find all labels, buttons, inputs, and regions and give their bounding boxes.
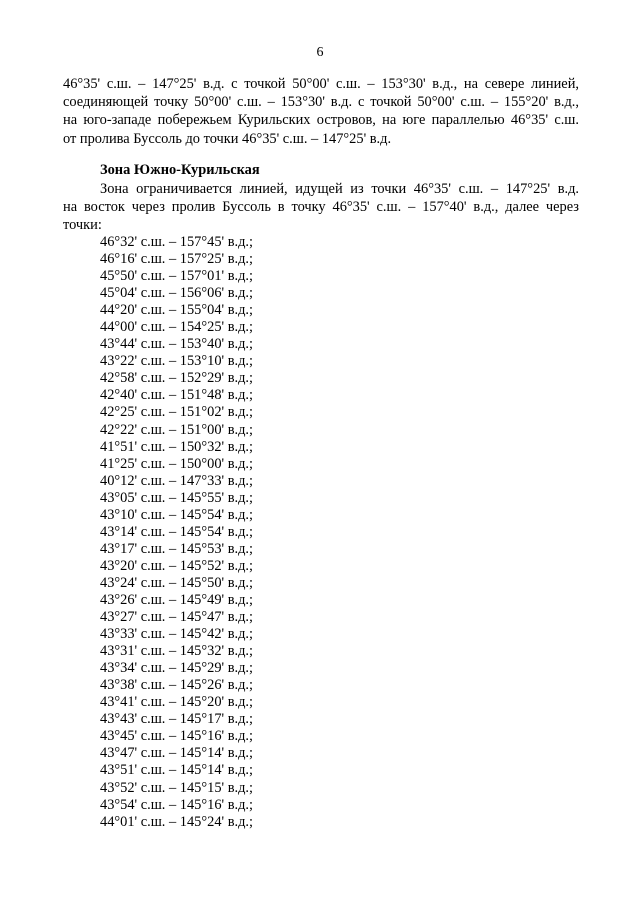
- coordinate-point: 43°52' с.ш. – 145°15' в.д.;: [100, 779, 254, 796]
- coordinate-point: 44°01' с.ш. – 145°24' в.д.;: [100, 813, 254, 830]
- coordinate-point: 43°34' с.ш. – 145°29' в.д.;: [100, 660, 254, 677]
- zone-description: [63, 180, 579, 235]
- coordinate-point: 42°58' с.ш. – 152°29' в.д.;: [100, 370, 254, 387]
- coordinate-point: 43°14' с.ш. – 145°54' в.д.;: [100, 523, 254, 540]
- intro-line: на юго-западе побережьем Курильских островов, на юге параллелью 46°35' с.ш.: [63, 112, 579, 129]
- coordinate-point: 40°12' с.ш. – 147°33' в.д.;: [100, 472, 254, 489]
- coordinate-point: 43°41' с.ш. – 145°20' в.д.;: [100, 694, 254, 711]
- coordinate-point: 43°27' с.ш. – 145°47' в.д.;: [100, 609, 254, 626]
- coordinate-point: 42°22' с.ш. – 151°00' в.д.;: [100, 421, 254, 438]
- coordinate-point: 44°00' с.ш. – 154°25' в.д.;: [100, 319, 254, 336]
- coordinate-point: 43°47' с.ш. – 145°14' в.д.;: [100, 745, 254, 762]
- coordinate-point: 45°50' с.ш. – 157°01' в.д.;: [100, 268, 254, 285]
- intro-paragraph: [63, 75, 579, 148]
- coordinate-point: 43°51' с.ш. – 145°14' в.д.;: [100, 762, 254, 779]
- zone-description-line: точки:: [63, 217, 102, 234]
- coordinate-point: 43°44' с.ш. – 153°40' в.д.;: [100, 336, 254, 353]
- coordinate-point: 42°25' с.ш. – 151°02' в.д.;: [100, 404, 254, 421]
- coordinate-point: 43°54' с.ш. – 145°16' в.д.;: [100, 796, 254, 813]
- zone-heading: Зона Южно-Курильская: [100, 162, 260, 178]
- zone-description-line: на восток через пролив Буссоль в точку 46°35' с.ш. – 157°40' в.д., далее через: [63, 199, 579, 216]
- coordinate-point: 46°32' с.ш. – 157°45' в.д.;: [100, 234, 254, 250]
- coordinate-point: 43°24' с.ш. – 145°50' в.д.;: [100, 574, 254, 591]
- coordinate-point: 41°25' с.ш. – 150°00' в.д.;: [100, 455, 254, 472]
- coordinate-point: 43°10' с.ш. – 145°54' в.д.;: [100, 506, 254, 523]
- intro-line: от пролива Буссоль до точки 46°35' с.ш. – 147°25' в.д.: [63, 130, 392, 147]
- coordinate-point: 46°16' с.ш. – 157°25' в.д.;: [100, 251, 254, 268]
- coordinate-point: 43°31' с.ш. – 145°32' в.д.;: [100, 643, 254, 660]
- coordinate-point: 42°40' с.ш. – 151°48' в.д.;: [100, 387, 254, 404]
- coordinate-point: 43°26' с.ш. – 145°49' в.д.;: [100, 591, 254, 608]
- coordinate-point: 44°20' с.ш. – 155°04' в.д.;: [100, 302, 254, 319]
- intro-line: соединяющей точку 50°00' с.ш. – 153°30' в.д. с точкой 50°00' с.ш. – 155°20' в.д.,: [63, 94, 579, 111]
- zone-description-line: Зона ограничивается линией, идущей из точки 46°35' с.ш. – 147°25' в.д.: [100, 181, 579, 197]
- coordinate-point: 41°51' с.ш. – 150°32' в.д.;: [100, 438, 254, 455]
- coordinate-points-list: [100, 234, 253, 831]
- coordinate-point: 43°45' с.ш. – 145°16' в.д.;: [100, 728, 254, 745]
- coordinate-point: 43°05' с.ш. – 145°55' в.д.;: [100, 489, 254, 506]
- coordinate-point: 43°22' с.ш. – 153°10' в.д.;: [100, 353, 254, 370]
- coordinate-point: 43°17' с.ш. – 145°53' в.д.;: [100, 540, 254, 557]
- coordinate-point: 45°04' с.ш. – 156°06' в.д.;: [100, 285, 254, 302]
- coordinate-point: 43°38' с.ш. – 145°26' в.д.;: [100, 677, 254, 694]
- coordinate-point: 43°33' с.ш. – 145°42' в.д.;: [100, 626, 254, 643]
- coordinate-point: 43°20' с.ш. – 145°52' в.д.;: [100, 557, 254, 574]
- page-number: 6: [316, 45, 324, 60]
- coordinate-point: 43°43' с.ш. – 145°17' в.д.;: [100, 711, 254, 728]
- intro-line: 46°35' с.ш. – 147°25' в.д. с точкой 50°00' с.ш. – 153°30' в.д., на севере линией,: [63, 76, 579, 92]
